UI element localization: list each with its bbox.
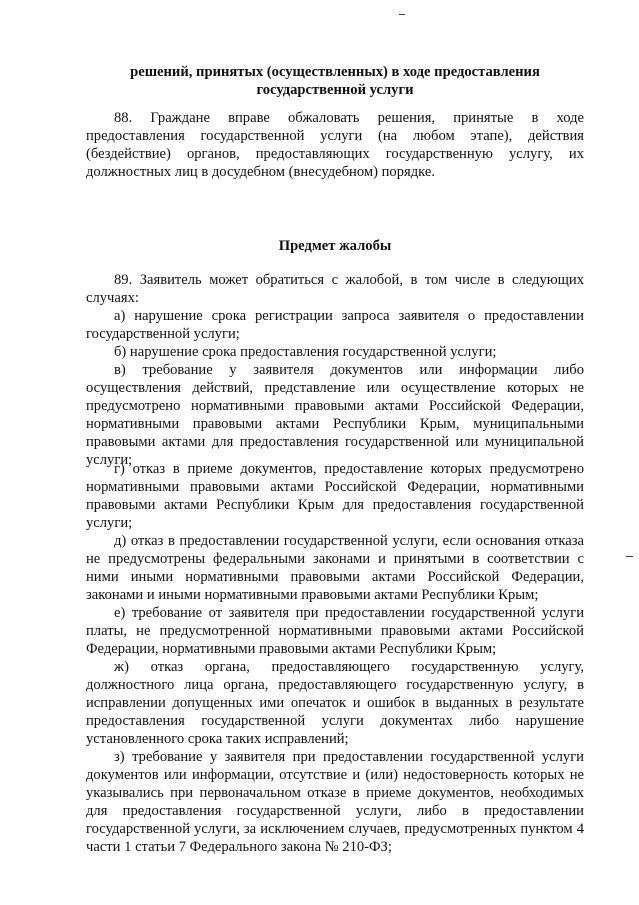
list-item-b: б) нарушение срока предоставления государственной услуги; [114,344,497,360]
list-item-a: а) нарушение срока регистрации запроса заявителя о предоставлении государственной услуги; [86,308,584,343]
scan-speck-top [399,14,405,15]
list-item-e: е) требование от заявителя при предоставлении государственной услуги платы, не предусмотренной нормативными правовыми актами Российской Федерации, нормативными правовыми актами Республики Крым; [86,605,584,658]
list-item-d: д) отказ в предоставлении государственной услуги, если основания отказа не предусмотрены федеральными законами и принятыми в соответствии с ними иными нормативными правовыми актами Российской Федерации, законами и иными нормативными правовыми актами Республики Крым; [86,533,584,604]
list-item-g: г) отказ в приеме документов, предоставление которых предусмотрено нормативными правовыми актами Российской Федерации, нормативными правовыми актами Республики Крым для предоставления государственной услуги; [86,461,584,532]
scan-speck-right [626,556,633,557]
paragraph-88: 88. Граждане вправе обжаловать решения, принятые в ходе предоставления государственной услуги (на любом этапе), действия (бездействие) органов, предоставляющих государственную услугу, их должностных лиц в досудебном (внесудебном) порядке. [86,110,584,181]
paragraph-89: 89. Заявитель может обратиться с жалобой, в том числе в следующих случаях: [86,272,584,307]
list-item-v: в) требование у заявителя документов или информации либо осуществления действий, представление или осуществление которых не предусмотрено нормативными правовыми актами Российской Федерации, нормативными правовыми актами Республики Крым, муниципальными правовыми актами для предоставления государственной или муниципальной услуги; [86,362,584,469]
list-item-z: з) требование у заявителя при предоставлении государственной услуги документов или информации, отсутствие и (или) недостоверность которых не указывались при первоначальном отказе в приеме документов, необходимых для предоставления государственной услуги, либо в предоставлении государственной услуги, за исключением случаев, предусмотренных пунктом 4 части 1 статьи 7 Федерального закона № 210-ФЗ; [86,749,584,856]
subject-heading: Предмет жалобы [278,238,392,254]
list-item-zh: ж) отказ органа, предоставляющего государственную услугу, должностного лица органа, предоставляющего государственную услугу, в исправлении допущенных ими опечаток и ошибок в выданных в результате предоставления государственной услуги документах либо нарушение установленного срока таких исправлений; [86,659,584,748]
section-heading: решений, принятых (осуществленных) в ходе предоставления государственной услуги [130,64,540,98]
